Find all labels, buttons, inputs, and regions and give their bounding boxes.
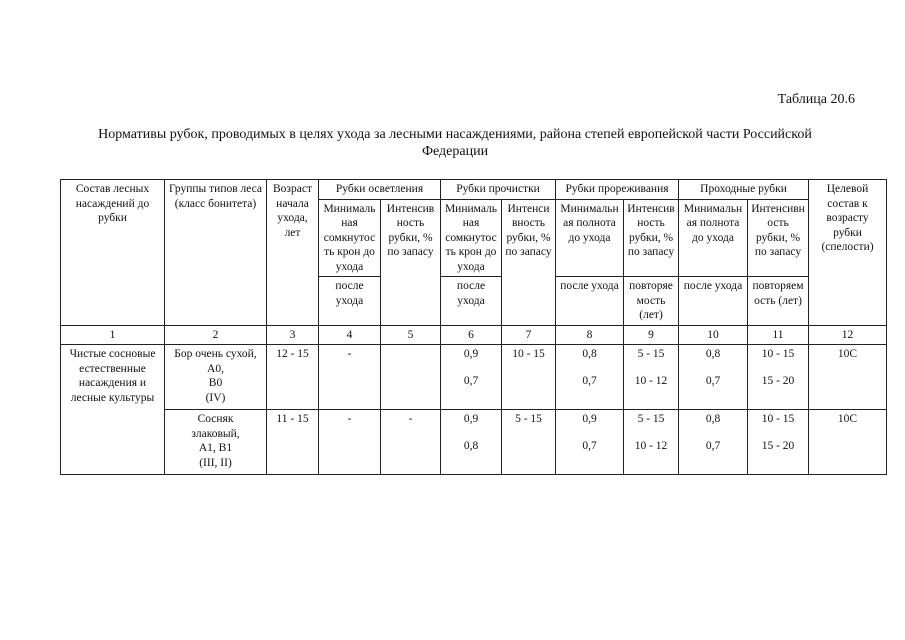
cell-value: 0,8 xyxy=(582,348,597,360)
col-number: 7 xyxy=(502,325,556,345)
header-osvetleniya: Рубки осветления xyxy=(319,180,441,200)
cell-prr-int xyxy=(624,410,679,475)
col-number: 9 xyxy=(624,325,679,345)
title-line-2: Федерации xyxy=(421,144,489,159)
cell-osv-min: - xyxy=(319,410,381,475)
cell-osv-int xyxy=(381,345,441,410)
header-posle-2: после ухода xyxy=(441,277,502,326)
cell-pro-int: 10 - 15 xyxy=(502,345,556,410)
cell-value: 0,9 xyxy=(582,413,597,425)
header-prh-min: Минимальная полнота до ухода xyxy=(679,199,748,277)
header-celevoy: Целевой состав к возрасту рубки (спелости) xyxy=(809,180,887,326)
column-number-row xyxy=(61,325,887,345)
cell-value: 5 - 15 xyxy=(637,348,665,360)
norms-table xyxy=(60,179,887,475)
cell-prr-min xyxy=(556,345,624,410)
cell-gruppa-line: (IV) xyxy=(205,391,226,404)
cell-value: 10 - 15 xyxy=(761,348,795,360)
cell-gruppa-line: злаковый, xyxy=(191,427,240,440)
cell-value: 5 - 15 xyxy=(637,413,665,425)
table-title xyxy=(55,126,855,160)
cell-value: 0,7 xyxy=(705,439,721,452)
col-number: 6 xyxy=(441,325,502,345)
cell-gruppa-line: (III, II) xyxy=(199,456,232,469)
cell-prh-min xyxy=(679,345,748,410)
table-caption: Таблица 20.6 xyxy=(777,92,855,107)
cell-value: 0,8 xyxy=(463,439,479,452)
cell-osv-int: - xyxy=(381,410,441,475)
header-prohodnye: Проходные рубки xyxy=(679,180,809,200)
col-number: 8 xyxy=(556,325,624,345)
header-pro-int: Интенсивность рубки, % по запасу xyxy=(502,199,556,325)
header-pro-min: Минимальная сомкнутость крон до ухода xyxy=(441,199,502,277)
cell-vozrast: 11 - 15 xyxy=(267,410,319,475)
header-povtor-2: повторяемость (лет) xyxy=(748,277,809,326)
header-gruppy: Группы типов леса (класс бонитета) xyxy=(165,180,267,326)
cell-value: 10 - 12 xyxy=(634,374,668,387)
cell-value: 15 - 20 xyxy=(761,374,795,387)
header-prr-min: Минимальная полнота до ухода xyxy=(556,199,624,277)
cell-value: 10 - 12 xyxy=(634,439,668,452)
col-number: 3 xyxy=(267,325,319,345)
cell-gruppa xyxy=(165,345,267,410)
col-number: 5 xyxy=(381,325,441,345)
cell-prr-min xyxy=(556,410,624,475)
cell-value: 0,7 xyxy=(582,439,597,452)
header-osv-int: Интенсивность рубки, % по запасу xyxy=(381,199,441,325)
cell-value: 0,9 xyxy=(463,413,479,425)
col-number: 10 xyxy=(679,325,748,345)
col-number: 12 xyxy=(809,325,887,345)
header-posle-1: после ухода xyxy=(319,277,381,326)
cell-value: 0,8 xyxy=(705,413,721,425)
cell-pro-min xyxy=(441,410,502,475)
cell-prh-min xyxy=(679,410,748,475)
cell-value: 0,7 xyxy=(582,374,597,387)
col-number: 11 xyxy=(748,325,809,345)
cell-gruppa-line: Сосняк xyxy=(197,413,234,425)
cell-gruppa-line: A1, B1 xyxy=(198,442,233,454)
header-prr-int: Интенсивность рубки, % по запасу xyxy=(624,199,679,277)
col-number: 2 xyxy=(165,325,267,345)
cell-prh-int xyxy=(748,345,809,410)
cell-gruppa-line: Бор очень сухой, xyxy=(174,348,257,360)
header-osv-min: Минимальная сомкнутость крон до ухода xyxy=(319,199,381,277)
header-prochistki: Рубки прочистки xyxy=(441,180,556,200)
header-povtor-1: повторяемость (лет) xyxy=(624,277,679,326)
header-row-1 xyxy=(61,180,887,200)
cell-gruppa-line: B0 xyxy=(208,377,223,389)
cell-vozrast: 12 - 15 xyxy=(267,345,319,410)
cell-gruppa xyxy=(165,410,267,475)
cell-value: 0,8 xyxy=(705,348,721,360)
cell-value: 10 - 15 xyxy=(761,413,795,425)
cell-celevoy: 10С xyxy=(809,345,887,410)
cell-celevoy: 10С xyxy=(809,410,887,475)
header-prh-int: Интенсивность рубки, % по запасу xyxy=(748,199,809,277)
header-sostav: Состав лесных насаждений до рубки xyxy=(61,180,165,326)
cell-prh-int xyxy=(748,410,809,475)
header-prorezhivaniya: Рубки прореживания xyxy=(556,180,679,200)
col-number: 1 xyxy=(61,325,165,345)
header-posle-4: после ухода xyxy=(679,277,748,326)
cell-prr-int xyxy=(624,345,679,410)
cell-osv-min: - xyxy=(319,345,381,410)
header-posle-3: после ухода xyxy=(556,277,624,326)
table-row xyxy=(61,345,887,410)
cell-pro-int: 5 - 15 xyxy=(502,410,556,475)
cell-value: 0,7 xyxy=(463,374,479,387)
col-number: 4 xyxy=(319,325,381,345)
cell-value: 0,9 xyxy=(463,348,479,360)
cell-gruppa-line: A0, xyxy=(207,362,224,375)
header-vozrast: Возраст начала ухода, лет xyxy=(267,180,319,326)
cell-sostav: Чистые сосновые естественные насаждения и лесные культуры xyxy=(61,345,165,475)
title-line-1: Нормативы рубок, проводимых в целях ухода за лесными насаждениями, района степей европейской части Российской xyxy=(98,127,812,142)
cell-value: 15 - 20 xyxy=(761,439,795,452)
cell-pro-min xyxy=(441,345,502,410)
cell-value: 0,7 xyxy=(705,374,721,387)
table-row xyxy=(61,410,887,475)
